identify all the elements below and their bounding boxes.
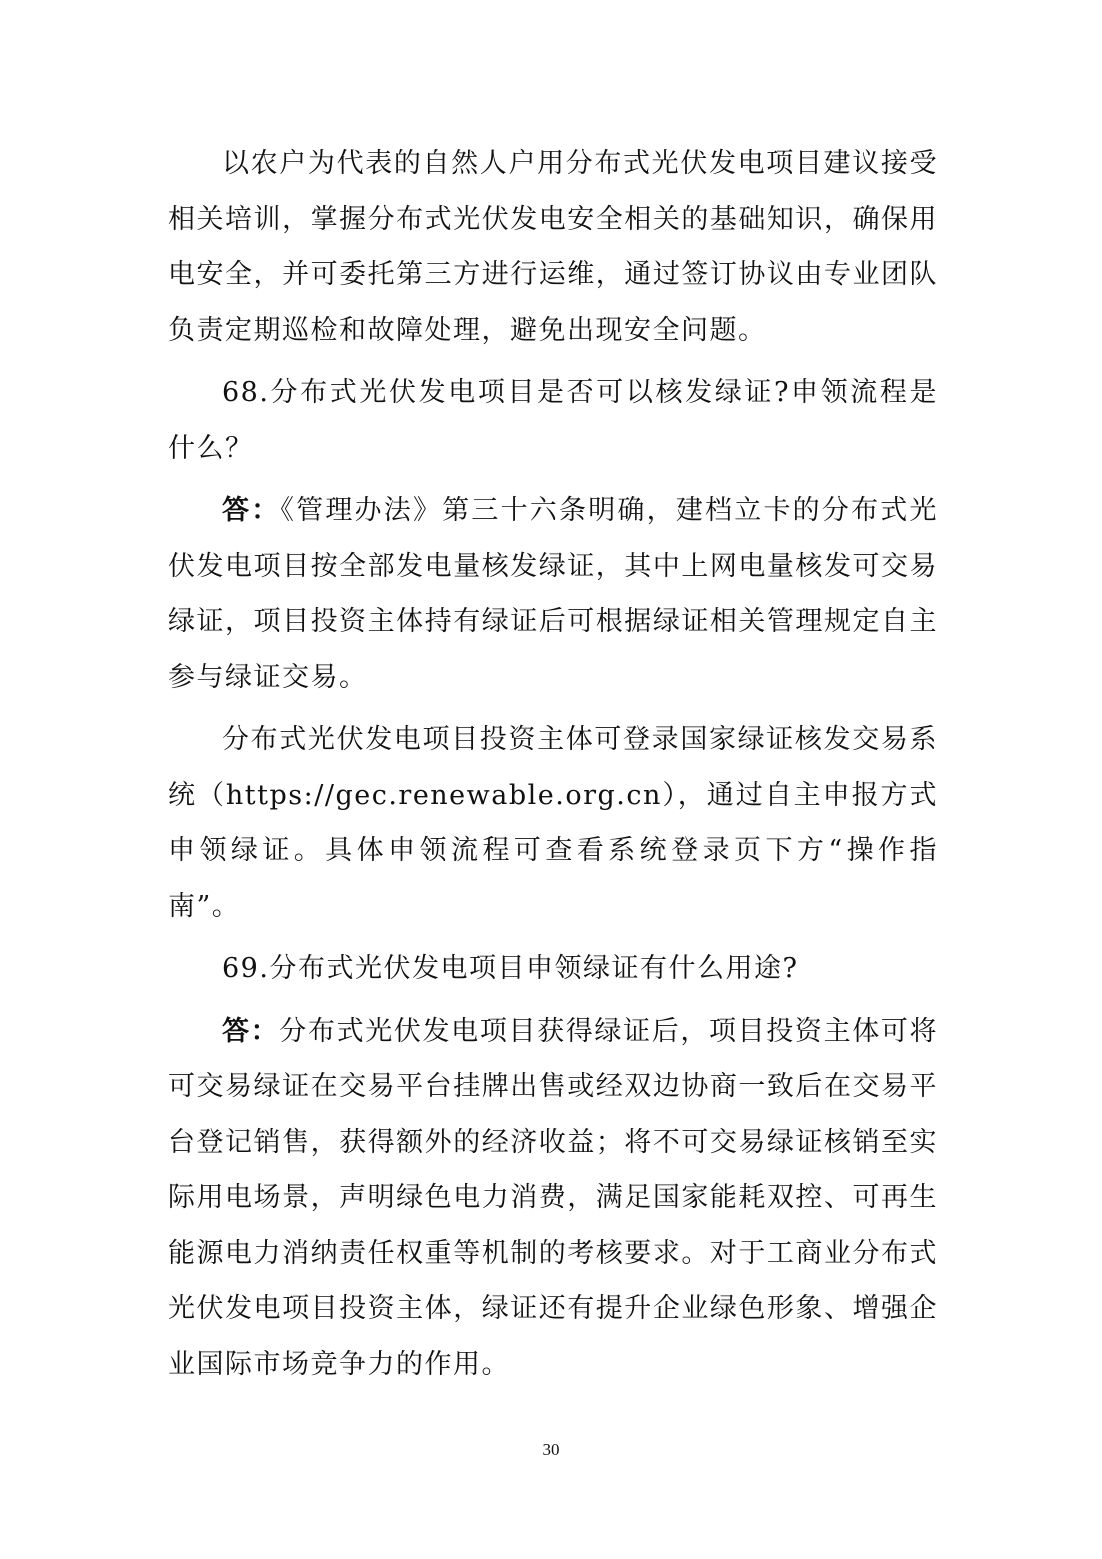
answer-text: 《管理办法》第三十六条明确，建档立卡的分布式光伏发电项目按全部发电量核发绿证，其中上网电量核发可交易绿证，项目投资主体持有绿证后可根据绿证相关管理规定自主参与绿证交易。 [168, 495, 939, 693]
document-body [168, 136, 938, 1392]
paragraph-application-process [168, 712, 938, 934]
answer-68 [168, 483, 938, 705]
question-text: 69.分布式光伏发电项目申领绿证有什么用途? [222, 953, 799, 984]
question-69 [168, 941, 938, 997]
answer-text: 分布式光伏发电项目获得绿证后，项目投资主体可将可交易绿证在交易平台挂牌出售或经双边协商一致后在交易平台登记销售，获得额外的经济收益；将不可交易绿证核销至实际用电场景，声明绿色电力消费，满足国家能耗双控、可再生能源电力消纳责任权重等机制的考核要求。对于工商业分布式光伏发电项目投资主体，绿证还有提升企业绿色形象、增强企业国际市场竞争力的作用。 [168, 1015, 939, 1380]
paragraph-safety-training [168, 136, 938, 358]
question-68 [168, 365, 938, 476]
question-text: 68.分布式光伏发电项目是否可以核发绿证?申领流程是什么？ [168, 377, 938, 464]
page-number: 30 [542, 1440, 560, 1459]
paragraph-text: 分布式光伏发电项目投资主体可登录国家绿证核发交易系统（https://gec.renewable.org.cn），通过自主申报方式申领绿证。具体申领流程可查看系统登录页下方“操作指南”。 [168, 724, 938, 922]
answer-69 [168, 1004, 938, 1393]
paragraph-text: 以农户为代表的自然人户用分布式光伏发电项目建议接受相关培训，掌握分布式光伏发电安全相关的基础知识，确保用电安全，并可委托第三方进行运维，通过签订协议由专业团队负责定期巡检和故障处理，避免出现安全问题。 [168, 148, 938, 346]
answer-label: 答： [222, 1015, 280, 1047]
answer-label: 答： [222, 495, 281, 526]
